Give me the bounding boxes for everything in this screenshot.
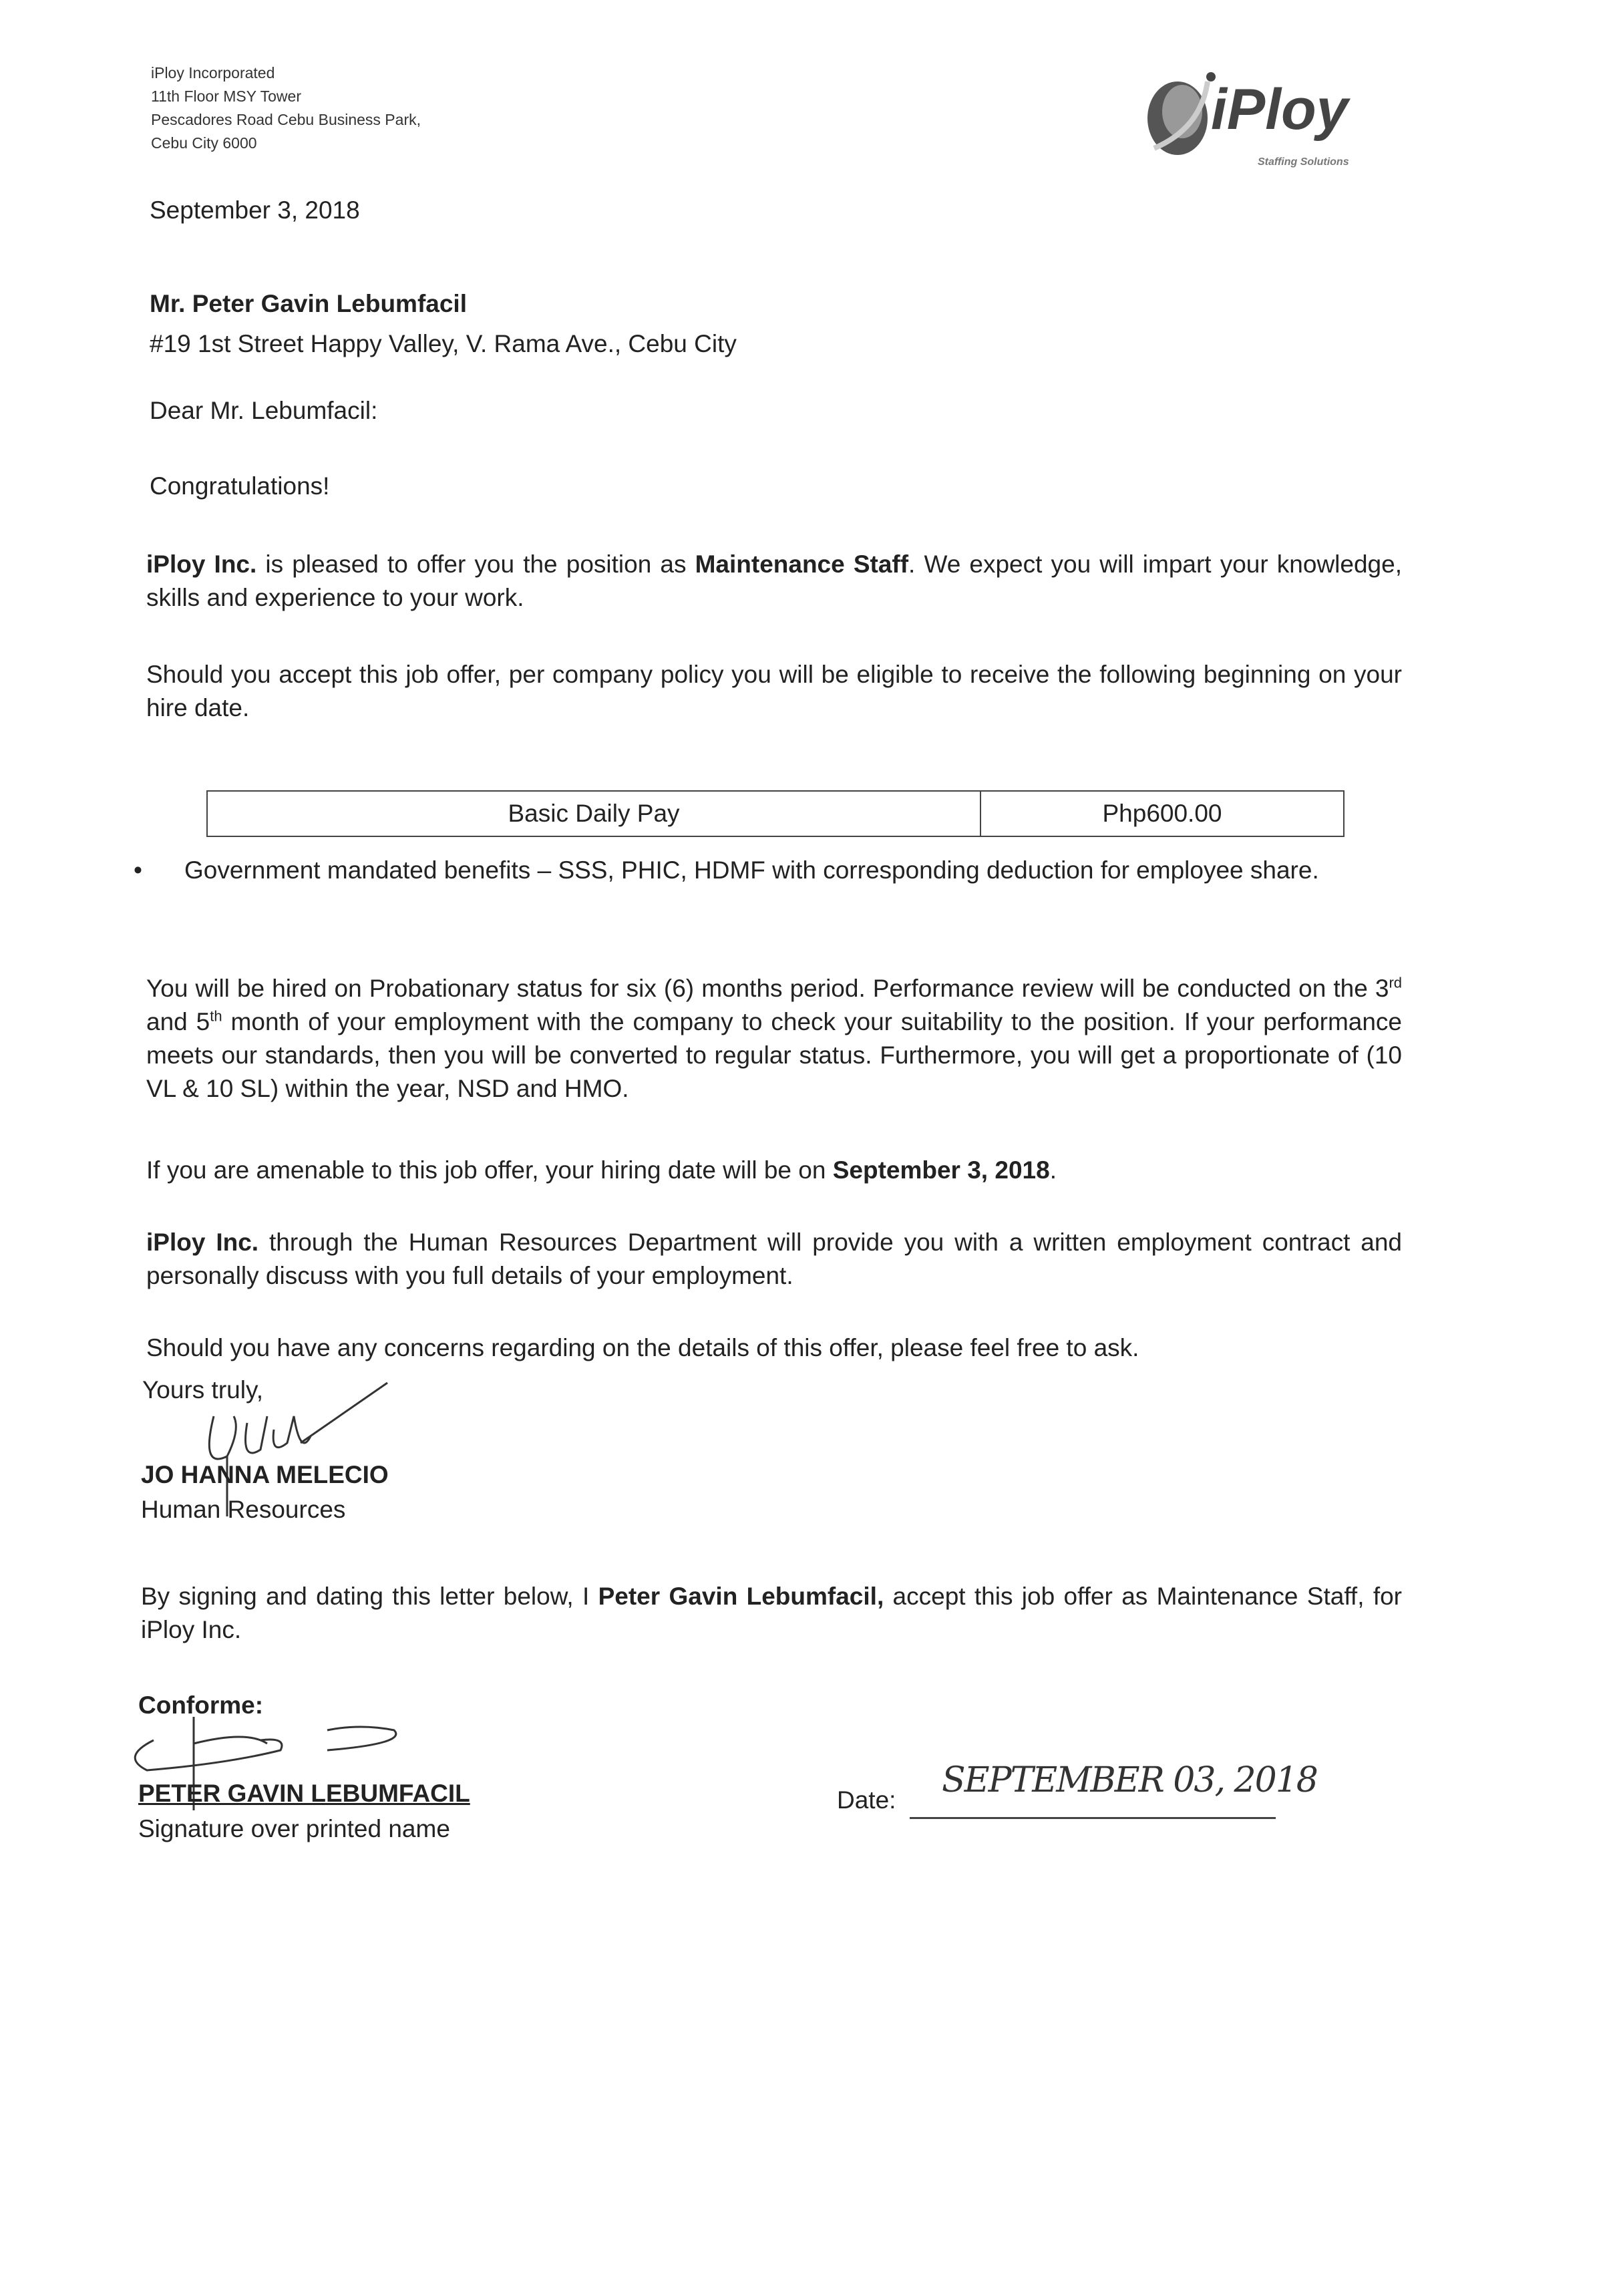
greeting: Congratulations!: [150, 472, 330, 500]
letter-date: September 3, 2018: [150, 196, 360, 224]
contract-paragraph: iPloy Inc. through the Human Resources Department will provide you with a written employment contract and personally discuss with you full details of your employment.: [146, 1228, 1403, 1289]
address-line: Pescadores Road Cebu Business Park,: [151, 111, 421, 128]
acceptance-paragraph: By signing and dating this letter below, I Peter Gavin Lebumfacil, accept this job offer as Maintenance Staff, for iPloy Inc.: [141, 1583, 1402, 1643]
svg-text:Staffing Solutions: Staffing Solutions: [1258, 156, 1349, 168]
bullet-icon: •: [134, 856, 142, 884]
signatory-name: JO HANNA MELECIO: [141, 1461, 389, 1488]
hiring-date-paragraph: If you are amenable to this job offer, your hiring date will be on September 3, 2018.: [146, 1156, 1057, 1184]
closing: Yours truly,: [142, 1376, 263, 1404]
benefits-bullet: Government mandated benefits – SSS, PHIC, HDMF with corresponding deduction for employee share.: [184, 856, 1319, 884]
date-line: [910, 1817, 1276, 1819]
probation-paragraph: You will be hired on Probationary status for six (6) months period. Performance review will be conducted on the 3rd and 5th month of your employment with the company to check your suitability to the position. If your performance meets our standards, then you will be converted to regular status. Furthermore, you will get a proportionate of (10 VL & 10 SL) within the year, NSD and HMO.: [146, 974, 1402, 1102]
sender-address: [151, 61, 421, 155]
sender-company: iPloy Incorporated: [151, 64, 275, 81]
employee-printed-name: PETER GAVIN LEBUMFACIL: [138, 1780, 470, 1807]
svg-text:iPloy: iPloy: [1211, 77, 1349, 142]
recipient-address: #19 1st Street Happy Valley, V. Rama Ave., Cebu City: [150, 330, 737, 357]
date-label: Date:: [837, 1786, 896, 1814]
recipient-name: Mr. Peter Gavin Lebumfacil: [150, 290, 467, 317]
pay-table: [206, 790, 1345, 837]
offer-paragraph: iPloy Inc. is pleased to offer you the position as Maintenance Staff. We expect you will impart your knowledge, skills and experience to your work.: [146, 550, 1402, 611]
eligibility-paragraph: Should you accept this job offer, per company policy you will be eligible to receive the following beginning on your hire date.: [146, 661, 1402, 721]
salutation: Dear Mr. Lebumfacil:: [150, 397, 378, 424]
company-logo: [1141, 70, 1408, 170]
address-line: Cebu City 6000: [151, 134, 257, 152]
pay-value: Php600.00: [1102, 800, 1222, 827]
address-line: 11th Floor MSY Tower: [151, 88, 301, 105]
concerns-paragraph: Should you have any concerns regarding on the details of this offer, please feel free to ask.: [146, 1334, 1139, 1361]
conforme-label: Conforme:: [138, 1691, 264, 1719]
pay-label: Basic Daily Pay: [208, 792, 981, 836]
handwritten-date: SEPTEMBER 03, 2018: [942, 1760, 1317, 1800]
signature-caption: Signature over printed name: [138, 1815, 450, 1842]
signatory-title: Human Resources: [141, 1496, 346, 1523]
